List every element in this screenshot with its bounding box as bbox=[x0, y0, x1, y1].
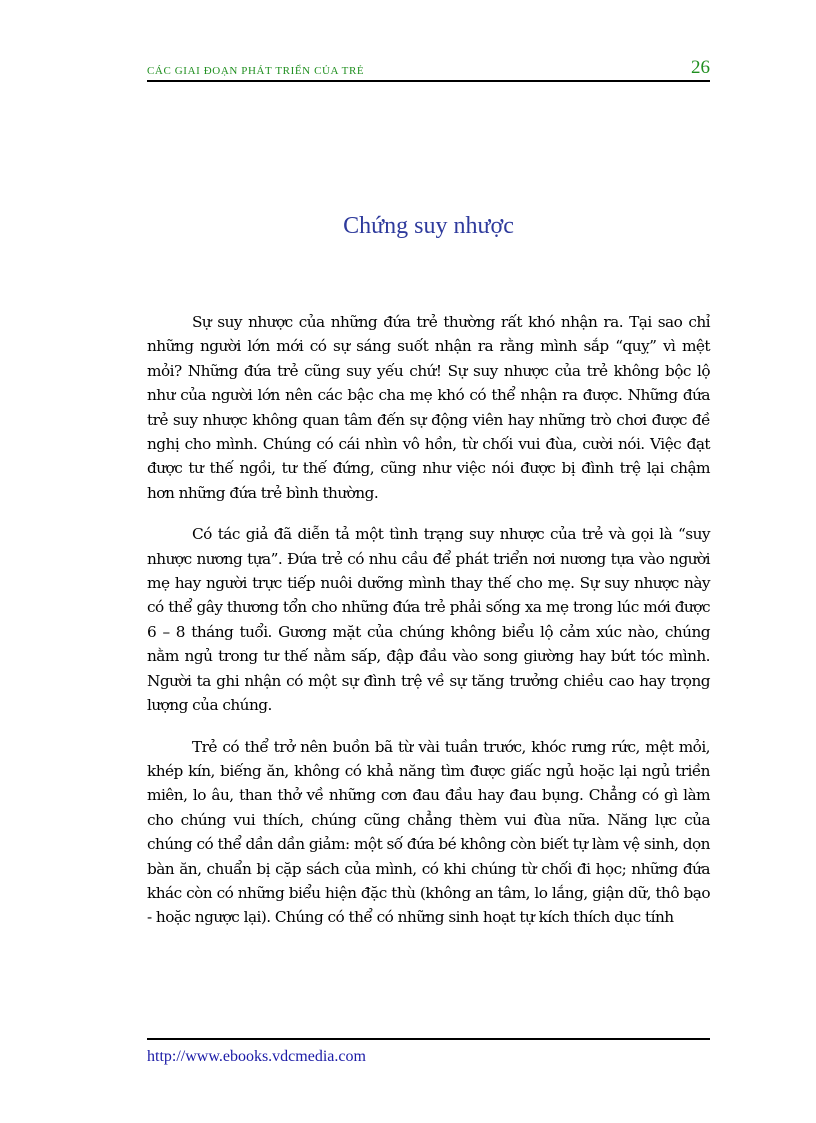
page-footer bbox=[147, 1038, 710, 1066]
paragraph-2: Có tác giả đã diễn tả một tình trạng suy nhược của trẻ và gọi là “suy nhược nương tựa”. Đứa trẻ có nhu cầu để phát triển nơi nương tựa vào người mẹ hay người trực tiếp nuôi dưỡng mình thay thế cho mẹ. Sự suy nhược này có thể gây thương tổn cho những đứa trẻ phải sống xa mẹ trong lúc mới được 6 – 8 tháng tuổi. Gương mặt của chúng không biểu lộ cảm xúc nào, chúng nằm ngủ trong tư thế nằm sấp, đập đầu vào song giường hay bứt tóc mình. Người ta ghi nhận có một sự đình trệ về sự tăng trưởng chiều cao hay trọng lượng của chúng. bbox=[147, 525, 710, 715]
page-header bbox=[147, 58, 710, 82]
paragraph-1: Sự suy nhược của những đứa trẻ thường rất khó nhận ra. Tại sao chỉ những người lớn mới có sự sáng suốt nhận ra rằng mình sắp “quỵ” vì mệt mỏi? Những đứa trẻ cũng suy yếu chứ! Sự suy nhược của trẻ không bộc lộ như của người lớn nên các bậc cha mẹ khó có thể nhận ra được. Những đứa trẻ suy nhược không quan tâm đến sự động viên hay những trò chơi được đề nghị cho mình. Chúng có cái nhìn vô hồn, từ chối vui đùa, cười nói. Việc đạt được tư thế ngồi, tư thế đứng, cũng như việc nói được bị đình trệ lại chậm hơn những đứa trẻ bình thường. bbox=[147, 313, 710, 502]
running-header-title: CÁC GIAI ĐOẠN PHÁT TRIỂN CỦA TRẺ bbox=[147, 65, 365, 77]
body-text bbox=[147, 310, 710, 947]
page-number: 26 bbox=[691, 57, 710, 78]
chapter-title: Chứng suy nhược bbox=[343, 213, 514, 239]
footer-link[interactable]: http://www.ebooks.vdcmedia.com bbox=[147, 1048, 366, 1065]
paragraph-3: Trẻ có thể trở nên buồn bã từ vài tuần trước, khóc rưng rức, mệt mỏi, khép kín, biếng ăn, không có khả năng tìm được giấc ngủ hoặc lại ngủ triền miên, lo âu, than thở về những cơn đau đầu hay đau bụng. Chẳng có gì làm cho chúng vui thích, chúng cũng chẳng thèm vui đùa nữa. Năng lực của chúng có thể dần dần giảm: một số đứa bé không còn biết tự làm vệ sinh, dọn bàn ăn, chuẩn bị cặp sách của mình, có khi chúng từ chối đi học; những đứa khác còn có những biểu hiện đặc thù (không an tâm, lo lắng, giận dữ, thô bạo - hoặc ngược lại). Chúng có thể có những sinh hoạt tự kích thích dục tính bbox=[147, 737, 710, 927]
